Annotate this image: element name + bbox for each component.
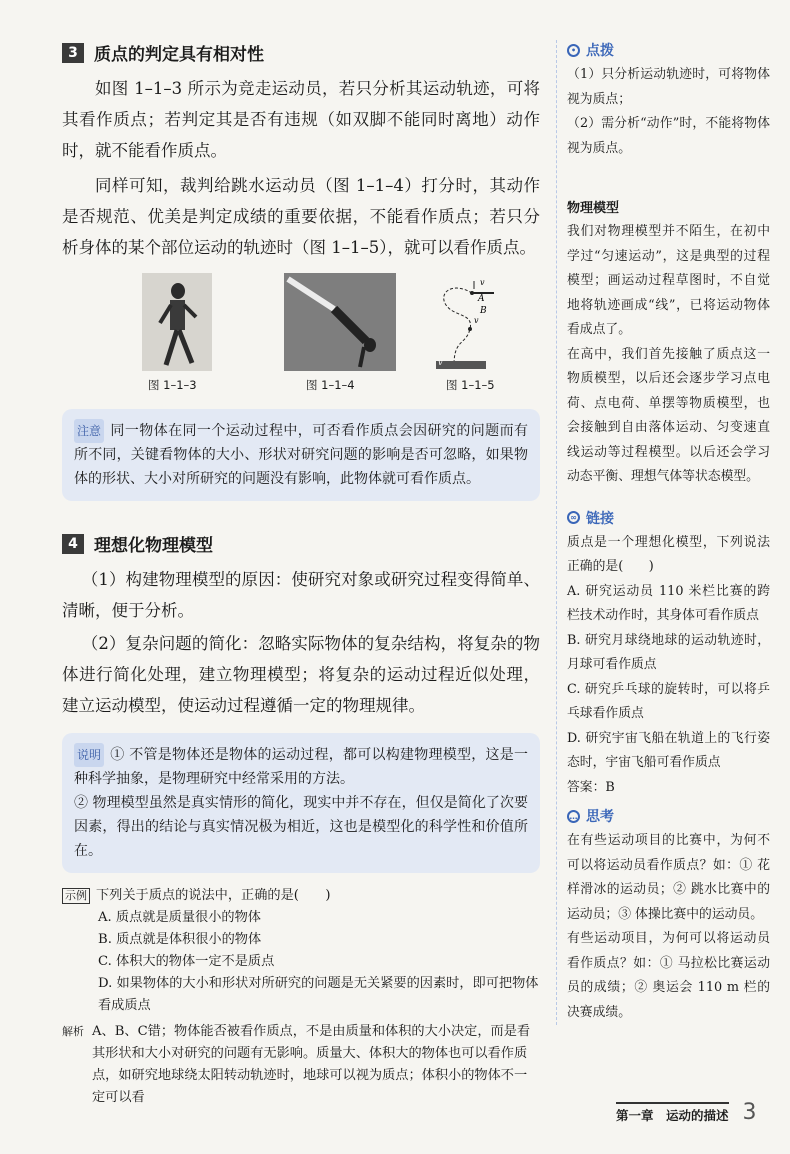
link-question: 质点是一个理想化模型，下列说法正确的是( ) bbox=[567, 534, 770, 574]
link-option: C. 研究乒乓球的旋转时，可以将乒乓球看作质点 bbox=[567, 681, 770, 721]
model-text: 在高中，我们首先接触了质点这一物质模型，以后还会逐步学习点电荷、点电荷、单摆等物质模型，也会接触到自由落体运动、匀变速直线运动等过程模型。以后还会学习动态平衡、理想气体等状态模型。 bbox=[567, 346, 770, 484]
section-3-heading bbox=[62, 40, 540, 65]
figure-caption: 图 1–1–5 bbox=[446, 378, 495, 392]
motion-path-diagram bbox=[424, 273, 524, 371]
analysis-label: 解析 bbox=[62, 1025, 84, 1038]
page-number: 3 bbox=[742, 1100, 757, 1125]
page-footer bbox=[616, 1100, 776, 1125]
explanation-box bbox=[62, 733, 540, 873]
svg-text:v: v bbox=[474, 316, 479, 325]
section-number: 3 bbox=[62, 43, 84, 63]
paragraph: 同样可知，裁判给跳水运动员（图 1–1–4）打分时，其动作是否规范、优美是判定成绩的重要依据，不能看作质点；若只分析身体的某个部位运动的轨迹时（图 1–1–5），就可以看作质点。 bbox=[62, 176, 540, 257]
paragraph: 如图 1–1–3 所示为竞走运动员，若只分析其运动轨迹，可将其看作质点；若判定其是否有违规（如双脚不能同时离地）动作时，就不能看作质点。 bbox=[62, 79, 540, 160]
option: D. 如果物体的大小和形状对所研究的问题是无关紧要的因素时，即可把物体看成质点 bbox=[98, 976, 539, 1013]
chapter-title: 第一章 运动的描述 bbox=[616, 1102, 729, 1124]
svg-text:B: B bbox=[480, 306, 487, 316]
think-title: 思考 bbox=[586, 809, 614, 825]
model-text: 我们对物理模型并不陌生，在初中学过“匀速运动”，这是典型的过程模型；画运动过程草图时，不自觉地将轨迹画成“线”，已将运动物体看成点了。 bbox=[567, 224, 770, 337]
link-icon: ∞ bbox=[567, 511, 580, 524]
tip-text: （2）需分析“动作”时，不能将物体视为质点。 bbox=[567, 116, 770, 156]
link-answer: 答案：B bbox=[567, 779, 615, 795]
tip-text: （1）只分析运动轨迹时，可将物体视为质点； bbox=[567, 67, 770, 107]
option: B. 质点就是体积很小的物体 bbox=[98, 932, 262, 947]
link-option: B. 研究月球绕地球的运动轨迹时，月球可看作质点 bbox=[567, 632, 770, 672]
section-number: 4 bbox=[62, 534, 84, 554]
note-box bbox=[62, 409, 540, 501]
link-option: D. 研究宇宙飞船在轨道上的飞行姿态时，宇宙飞船可看作质点 bbox=[567, 730, 770, 770]
think-heading bbox=[567, 806, 770, 826]
link-option: A. 研究运动员 110 米栏比赛的跨栏技术动作时，其身体可看作质点 bbox=[567, 583, 770, 623]
paragraph: （2）复杂问题的简化：忽略实际物体的复杂结构，将复杂的物体进行简化处理，建立物理模型；将复杂的运动过程近似处理，建立运动模型，使运动过程遵循一定的物理规律。 bbox=[62, 634, 540, 715]
model-heading: 物理模型 bbox=[567, 201, 620, 216]
tip-icon: • bbox=[567, 44, 580, 57]
think-text: 有些运动项目，为何可以将运动员看作质点？如：① 马拉松比赛运动员的成绩；② 奥运会 110 m 栏的决赛成绩。 bbox=[567, 931, 770, 1020]
section-title: 质点的判定具有相对性 bbox=[94, 45, 264, 65]
note-tag: 说明 bbox=[74, 743, 104, 767]
diver-photo bbox=[284, 273, 396, 371]
section-4-heading bbox=[62, 531, 540, 556]
tip-heading bbox=[567, 40, 770, 60]
link-title: 链接 bbox=[586, 510, 614, 527]
main-column bbox=[62, 40, 540, 1109]
race-walker-photo bbox=[142, 273, 212, 371]
think-icon: … bbox=[567, 810, 580, 823]
think-text: 在有些运动项目的比赛中，为何不可以将运动员看作质点？如：① 花样滑冰的运动员；② 跳水比赛中的运动员；③ 体操比赛中的运动员。 bbox=[567, 833, 770, 922]
figure-caption: 图 1–1–3 bbox=[148, 378, 197, 392]
note-text: ② 物理模型虽然是真实情形的简化，现实中并不存在，但仅是简化了次要因素，得出的结论与真实情况极为相近，这也是模型化的科学性和价值所在。 bbox=[74, 795, 528, 859]
tip-title: 点拨 bbox=[586, 43, 614, 59]
example-label: 示例 bbox=[62, 888, 90, 904]
analysis bbox=[62, 1021, 540, 1109]
note-tag: 注意 bbox=[74, 419, 104, 443]
note-text: ① 不管是物体还是物体的运动过程，都可以构建物理模型，这是一种科学抽象，是物理研究中经常采用的方法。 bbox=[74, 747, 528, 787]
option: C. 体积大的物体一定不是质点 bbox=[98, 954, 275, 969]
figure-caption: 图 1–1–4 bbox=[306, 378, 355, 392]
example-question: 下列关于质点的说法中，正确的是( ) bbox=[96, 888, 331, 903]
figure-row bbox=[62, 273, 540, 393]
svg-text:A: A bbox=[478, 294, 485, 304]
analysis-text: A、B、C错；物体能否被看作质点，不是由质量和体积的大小决定，而是看其形状和大小对研究的问题有无影响。质量大、体积大的物体也可以看作质点，如研究地球绕太阳转动轨迹时，地球可以视为质点；体积小的物体不一定可以看 bbox=[92, 1024, 531, 1105]
example-block bbox=[62, 885, 540, 1109]
section-title: 理想化物理模型 bbox=[94, 536, 213, 556]
paragraph: （1）构建物理模型的原因：使研究对象或研究过程变得简单、清晰，便于分析。 bbox=[62, 570, 540, 620]
link-heading bbox=[567, 508, 770, 528]
svg-text:v: v bbox=[480, 278, 485, 287]
sidebar bbox=[556, 40, 770, 1025]
svg-text:v: v bbox=[438, 358, 443, 367]
note-text: 同一物体在同一个运动过程中，可否看作质点会因研究的问题而有所不同，关键看物体的大小、形状对研究问题的影响是否可忽略，如果物体的形状、大小对所研究的问题没有影响，此物体就可看作质点。 bbox=[74, 423, 528, 487]
option: A. 质点就是质量很小的物体 bbox=[98, 910, 261, 925]
